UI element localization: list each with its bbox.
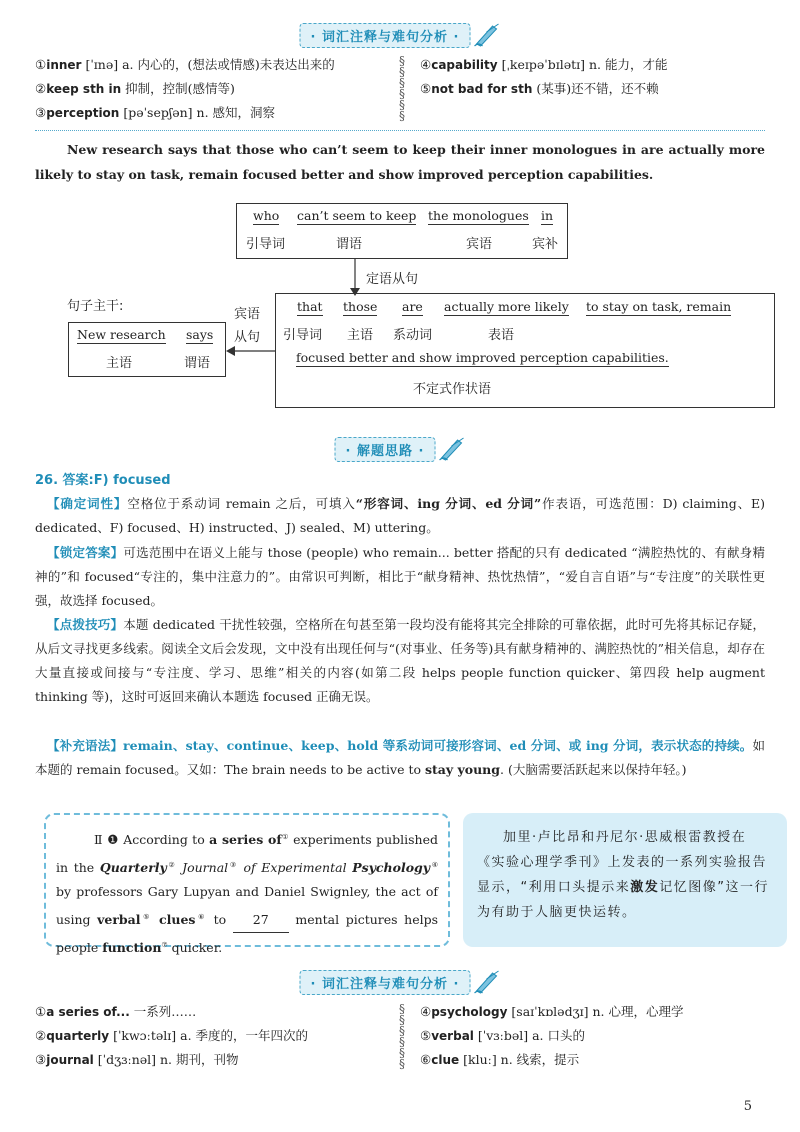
- object-clause-label: 从句: [234, 330, 261, 345]
- diagram-arrow-label: 定语从句: [366, 272, 419, 287]
- paragraph-lock-answer: 【锁定答案】可选范围中在语义上能与 those (people) who remain... better 搭配的只有 dedicated “满腔热忱的、有献身精神的”和 focused“专注的，集中注意力的”。由常识可判断，相比于“献身精神、热忱热情”，“爱自言自语”与“专注度”的关联性更强，故选择 focused。: [35, 545, 765, 608]
- translation-box: 加里·卢比昂和丹尼尔·思威根雷教授在《实验心理学季刊》上发表的一系列实验报告显示，“利用口头提示来激发记忆图像”这一行为有助于人脑更快运转。: [463, 813, 787, 947]
- banner-label-box: · 词汇注释与难句分析 ·: [300, 970, 471, 995]
- vocab-item: ④capability [ˌkeɪpəˈbɪlətɪ] n. 能力，才能: [420, 57, 668, 72]
- diagram-word: actually more likely: [444, 299, 569, 314]
- paragraph-grammar: 【补充语法】remain、stay、continue、keep、hold 等系动词可接形容词、ed 分词、或 ing 分词，表示状态的持续。如本题的 remain focused。又如：The brain needs to be active to stay young. (大脑需要活跃起来以保持年轻。): [35, 738, 765, 777]
- diagram-role: 引导词: [246, 237, 286, 252]
- object-clause-label: 宾语: [234, 307, 261, 322]
- pen-icon: [437, 436, 465, 462]
- squiggle-divider: § § § § § §: [399, 54, 405, 123]
- passage-box: Ⅱ ❶ According to a series of① experiments published in the Quarterly② Journal③ of Experimental Psychology④ by professors Gary Lupyan and Daniel Swignley, the act of using verbal⑤ clues⑥ to 27 mental pictures helps people function⑦ quicker.: [44, 813, 450, 947]
- vocab-item: ③journal [ˈdʒɜːnəl] n. 期刊，刊物: [35, 1052, 239, 1067]
- diagram-role: 谓语: [336, 237, 363, 252]
- diagram-role: 系动词: [393, 328, 433, 343]
- paragraph-number: ❶: [107, 832, 119, 848]
- banner-label-box: · 解题思路 ·: [335, 437, 436, 462]
- diagram-word: in: [541, 208, 554, 223]
- vocab-item: ⑥clue [kluː] n. 线索，提示: [420, 1052, 580, 1067]
- diagram-role: 表语: [488, 328, 515, 343]
- answer-title: 26. 答案:F) focused: [35, 473, 171, 488]
- pen-icon: [472, 969, 500, 995]
- section-banner-solution: [335, 436, 466, 462]
- page-number: 5: [743, 1099, 752, 1114]
- main-clause-label: 句子主干:: [67, 299, 124, 314]
- diagram-word: can’t seem to keep: [297, 208, 417, 223]
- diagram-word: to stay on task, remain: [586, 299, 732, 314]
- vocab-item: ④psychology [saɪˈkɒlədʒɪ] n. 心理，心理学: [420, 1004, 684, 1019]
- diagram-word: those: [343, 299, 378, 314]
- vocab-item: ①inner [ˈɪnə] a. 内心的，(想法或情感)未表达出来的: [35, 57, 335, 72]
- diagram-role: 谓语: [184, 356, 211, 371]
- diagram-role: 宾补: [532, 237, 559, 252]
- diagram-word: who: [253, 208, 280, 223]
- vocab-item: ⑤not bad for sth (某事)还不错，还不赖: [420, 81, 659, 96]
- diagram-word: the monologues: [428, 208, 529, 223]
- diagram-word: says: [186, 327, 214, 342]
- vocab-item: ②keep sth in 抑制，控制(感情等): [35, 81, 235, 96]
- answer-blank[interactable]: 27: [233, 908, 289, 934]
- paragraph-tip: 【点拨技巧】本题 dedicated 干扰性较强，空格所在句甚至第一段均没有能将其完全排除的可靠依据，此时可先将其标记存疑，从后文寻找更多线索。阅读全文后会发现，文中没有出现任何与“(对事业、任务等)具有献身精神的、满腔热忱的”相关信息，却存在大量直接或间接与“专注度、学习、思维”相关的内容(如第二段 helps people function quicker、第四段 help augment thinking 等)，这时可返回来确认本题选 focused 正确无误。: [35, 617, 765, 704]
- vocab-item: ①a series of... 一系列……: [35, 1004, 197, 1019]
- section-number: Ⅱ: [94, 832, 103, 848]
- paragraph-determine-part-of-speech: 【确定词性】空格位于系动词 remain 之后，可填入“形容词、ing 分词、ed 分词”作表语，可选范围：D) claiming、E) dedicated、F) focused、H) instructed、J) sealed、M) uttering。: [35, 496, 765, 535]
- diagram-role: 引导词: [283, 328, 323, 343]
- vocab-item: ③perception [pəˈsepʃən] n. 感知，洞察: [35, 105, 276, 120]
- banner-label: 词汇注释与难句分析: [321, 29, 449, 45]
- diagram-role: 主语: [347, 328, 374, 343]
- vocab-item: ②quarterly [ˈkwɔːtəlɪ] a. 季度的，一年四次的: [35, 1028, 309, 1043]
- banner-label: 解题思路: [356, 443, 414, 459]
- banner-label-box: · 词汇注释与难句分析 ·: [300, 23, 471, 48]
- vocab-list-right-2: [420, 1000, 683, 1072]
- diagram-role: 不定式作状语: [413, 382, 492, 397]
- section-banner-vocab-2: [300, 969, 501, 995]
- vocab-item: ⑤verbal [ˈvɜːbəl] a. 口头的: [420, 1028, 585, 1043]
- diagram-role: 宾语: [466, 237, 493, 252]
- vocab-list-left-2: [35, 1000, 308, 1072]
- diagram-word: are: [402, 299, 423, 314]
- diagram-role: 主语: [106, 356, 133, 371]
- squiggle-divider: § § § § § §: [399, 1002, 405, 1071]
- diagram-word: focused better and show improved perception capabilities.: [296, 350, 669, 365]
- difficult-sentence: New research says that those who can’t seem to keep their inner monologues in are actually more likely to stay on task, remain focused better and show improved perception capabilities.: [35, 142, 765, 182]
- diagram-word: that: [297, 299, 323, 314]
- banner-label: 词汇注释与难句分析: [321, 976, 449, 992]
- diagram-word: New research: [77, 327, 166, 342]
